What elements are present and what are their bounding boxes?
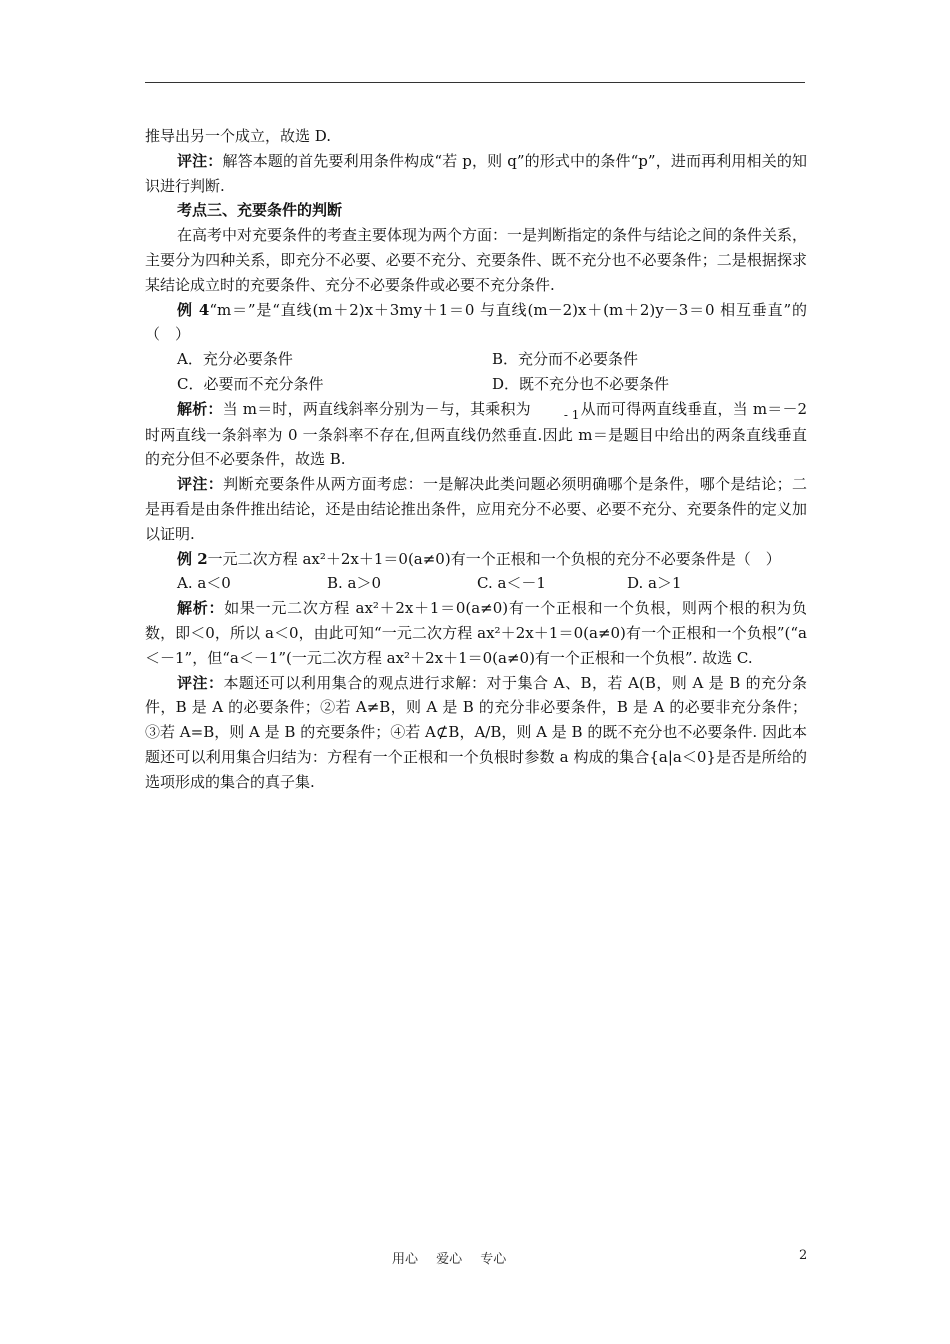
example-4-option-a: A．充分必要条件: [177, 350, 293, 369]
example-4-text: “m＝”是“直线(m＋2)x＋3my＋1＝0 与直线(m－2)x＋(m＋2)y－3＝0 相互垂直”的（ ）: [145, 300, 807, 344]
header-rule: [145, 82, 805, 83]
example-4-option-d: D．既不充分也不必要条件: [492, 374, 670, 393]
example-4-option-b: B．充分而不必要条件: [492, 350, 639, 369]
example-4-question: [145, 298, 807, 348]
analysis-label: 解析：: [177, 599, 225, 618]
analysis-text-b: 从而可得两直线垂直，当 m＝－2 时两直线一条斜率为 0 一条斜率不存在,但两直线仍然垂直.因此 m＝是题目中给出的两条直线垂直的充分但不必要条件，故选 B.: [145, 399, 807, 469]
comment-label: 评注：: [177, 673, 224, 692]
example-4-comment: [145, 472, 807, 546]
comment-text: 本题还可以利用集合的观点进行求解：对于集合 A、B，若 A(B，则 A 是 B 的充分条件，B 是 A 的必要条件；②若 A≠B，则 A 是 B 的充分非必要条件，B 是 A 的必要非充分条件；③若 A=B，则 A 是 B 的充要条件；④若 A⊄B，A/B，则 A 是 B 的既不充分也不必要条件. 因此本题还可以利用集合归结为：方程有一个正根和一个负根时参数 a 构成的集合{a|a＜0}是否是所给的选项形成的集合的真子集.: [145, 673, 807, 791]
example-4-options-row-1: [145, 347, 807, 372]
example-2-option-d: D. a＞1: [627, 574, 682, 593]
example-4-label: 例 4: [177, 300, 210, 319]
paragraph-continuation: 推导出另一个成立，故选 D.: [145, 127, 332, 145]
example-4-analysis: [145, 397, 807, 472]
example-2-analysis: [145, 596, 807, 670]
example-2-option-a: A. a＜0: [177, 574, 231, 593]
document-body: [145, 124, 807, 795]
analysis-text: 如果一元二次方程 ax²＋2x＋1＝0(a≠0)有一个正根和一个负根，则两个根的积为负数，即＜0，所以 a＜0，由此可知“一元二次方程 ax²＋2x＋1＝0(a≠0)有一个正根和一个负根”(“a＜－1”，但“a＜－1”(一元二次方程 ax²＋2x＋1＝0(a≠0)有一个正根和一个负根”. 故选 C.: [145, 599, 807, 667]
comment-text: 解答本题的首先要利用条件构成“若 p，则 q”的形式中的条件“p”，进而再利用相关的知识进行判断.: [145, 151, 807, 195]
footer-slogan: 用心 爱心 专心: [392, 1252, 507, 1267]
comment-label: 评注：: [177, 475, 224, 494]
analysis-text-a: 当 m＝时，两直线斜率分别为－与，其乘积为: [222, 399, 531, 418]
fraction-mark: - 1: [563, 407, 580, 422]
section-intro: 在高考中对充要条件的考查主要体现为两个方面：一是判断指定的条件与结论之间的条件关系，主要分为四种关系，即充分不必要、必要不充分、充要条件、既不充分也不必要条件；二是根据探求某结论成立时的充要条件、充分不必要条件或必要不充分条件.: [145, 226, 808, 294]
page-number: 2: [799, 1248, 808, 1263]
section-heading: 考点三、充要条件的判断: [177, 201, 343, 220]
example-2-option-c: C. a＜－1: [477, 574, 546, 593]
comment-text: 判断充要条件从两方面考虑：一是解决此类问题必须明确哪个是条件，哪个是结论；二是再看是由条件推出结论，还是由结论推出条件，应用充分不必要、必要不充分、充要条件的定义加以证明.: [145, 475, 807, 543]
example-2-option-b: B. a＞0: [327, 574, 382, 593]
analysis-label: 解析：: [177, 399, 223, 418]
example-2-options-row: [145, 571, 807, 596]
example-4-options-row-2: [145, 372, 807, 397]
example-2-text: 一元二次方程 ax²＋2x＋1＝0(a≠0)有一个正根和一个负根的充分不必要条件是（ ）: [207, 549, 781, 568]
example-2-comment: [145, 671, 807, 795]
example-2-label: 例 2: [177, 549, 208, 568]
example-2-question: [145, 547, 807, 572]
comment-paragraph-1: [145, 149, 807, 199]
example-4-option-c: C．必要而不充分条件: [177, 374, 324, 393]
comment-label: 评注：: [177, 151, 223, 170]
